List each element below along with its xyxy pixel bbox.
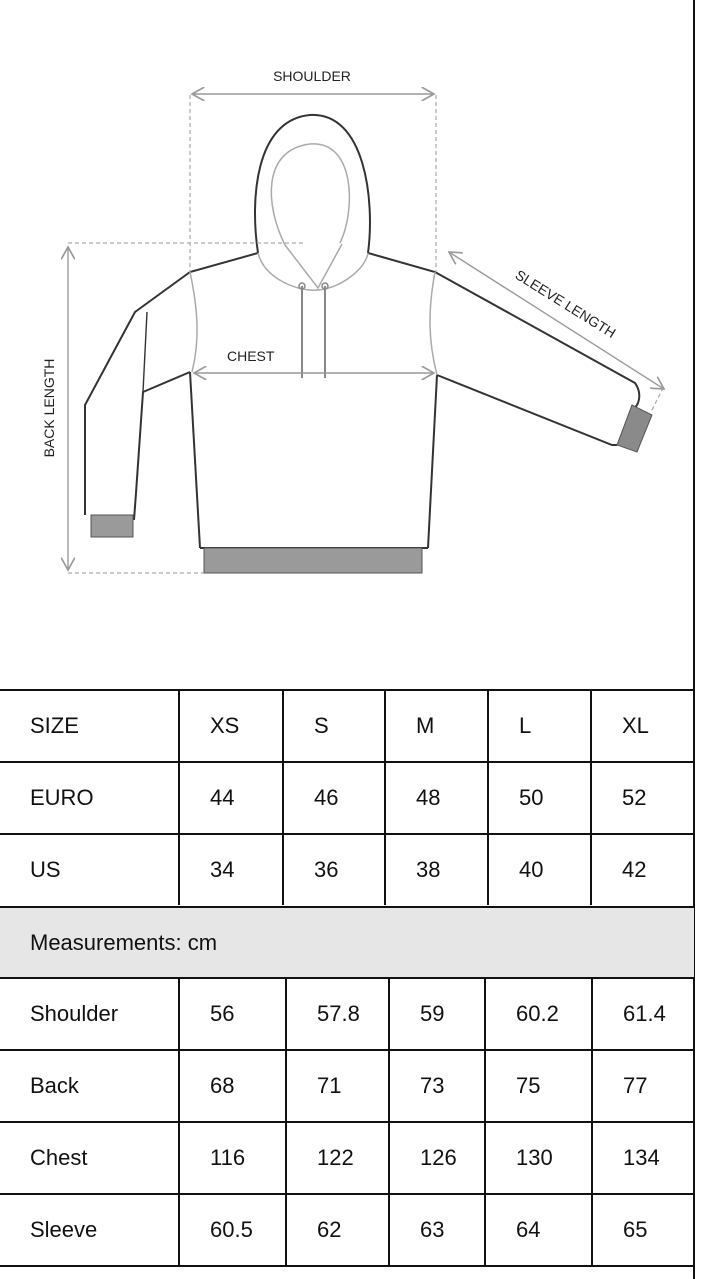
table-row	[0, 1049, 694, 1121]
table-cell: 130	[486, 1123, 593, 1193]
table-cell: 38	[386, 835, 489, 905]
table-bottom-border	[0, 1265, 694, 1267]
table-cell: 44	[180, 763, 284, 833]
right-cuff	[617, 405, 652, 452]
table-cell: 68	[180, 1051, 287, 1121]
sleeve-length-label: SLEEVE LENGTH	[512, 266, 619, 342]
row-label: Chest	[0, 1123, 180, 1193]
chest-label: CHEST	[227, 348, 275, 364]
table-cell: 65	[623, 1217, 648, 1242]
table-cell: 46	[284, 763, 386, 833]
table-cell: 75	[486, 1051, 593, 1121]
table-cell: 40	[489, 835, 592, 905]
table-cell: 122	[287, 1123, 390, 1193]
row-label: Back	[0, 1051, 180, 1121]
table-cell: 134	[623, 1145, 660, 1170]
table-cell: 56	[180, 979, 287, 1049]
table-cell: 77	[623, 1073, 648, 1098]
sleeve-length-arrow	[449, 252, 664, 389]
table-cell: 36	[284, 835, 386, 905]
waistband	[204, 548, 422, 573]
measurements-heading: Measurements: cm	[0, 906, 694, 978]
table-cell: 52	[622, 785, 647, 810]
hoodie-illustration	[85, 115, 639, 548]
table-cell: 59	[390, 979, 486, 1049]
shoulder-label: SHOULDER	[273, 68, 351, 84]
table-cell: 63	[390, 1195, 486, 1265]
table-cell: 50	[489, 763, 592, 833]
table-cell: 62	[287, 1195, 390, 1265]
row-label: Sleeve	[0, 1195, 180, 1265]
size-xs: XS	[180, 691, 284, 761]
table-cell: 64	[486, 1195, 593, 1265]
size-l: L	[489, 691, 592, 761]
table-row	[0, 1193, 694, 1265]
table-cell: 61.4	[623, 1001, 666, 1026]
table-cell: 34	[180, 835, 284, 905]
table-cell: 60.2	[486, 979, 593, 1049]
table-cell: 116	[180, 1123, 287, 1193]
left-cuff	[91, 515, 133, 537]
table-row	[0, 977, 694, 1049]
table-row	[0, 1121, 694, 1193]
table-cell: 48	[386, 763, 489, 833]
size-xl: XL	[622, 713, 649, 738]
size-header-row	[0, 689, 694, 761]
table-row	[0, 761, 694, 833]
size-m: M	[386, 691, 489, 761]
table-cell: 60.5	[180, 1195, 287, 1265]
table-cell: 71	[287, 1051, 390, 1121]
table-cell: 126	[390, 1123, 486, 1193]
row-label: US	[0, 835, 180, 905]
table-cell: 73	[390, 1051, 486, 1121]
row-label: EURO	[0, 763, 180, 833]
size-header-label: SIZE	[0, 691, 180, 761]
table-row	[0, 833, 694, 905]
row-label: Shoulder	[0, 979, 180, 1049]
table-cell: 42	[622, 857, 647, 882]
size-s: S	[284, 691, 386, 761]
back-length-label: BACK LENGTH	[41, 358, 57, 458]
table-cell: 57.8	[287, 979, 390, 1049]
